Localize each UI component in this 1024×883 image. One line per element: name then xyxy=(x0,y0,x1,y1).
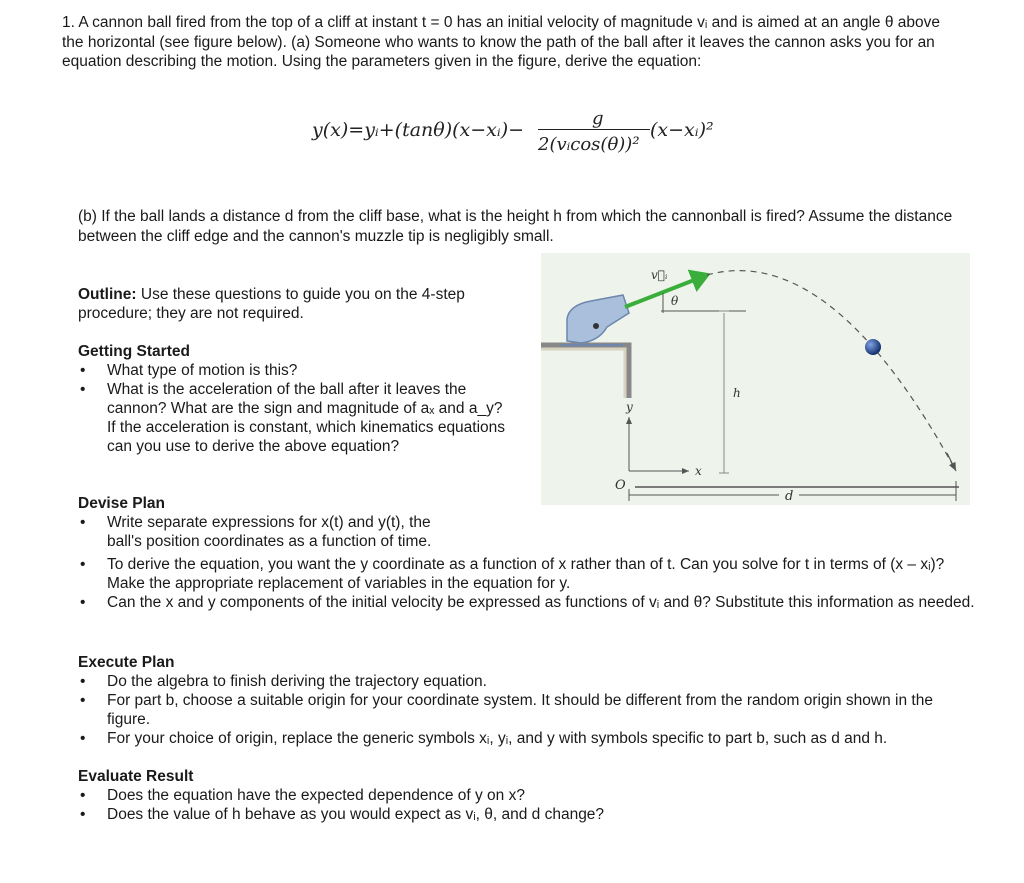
list-item: • To derive the equation, you want the y coordinate as a function of x rather than of t. Can you solve for t in terms of (x – xᵢ)? Make the appropriate replacement of variables in the equation for y. xyxy=(78,555,978,593)
outline-paragraph xyxy=(78,285,498,323)
getting-started-heading: Getting Started xyxy=(78,343,190,360)
execute-plan-list xyxy=(78,672,978,748)
getting-started-list xyxy=(78,361,508,456)
execute-plan-section xyxy=(78,653,978,748)
cannon-ball xyxy=(865,339,881,355)
getting-started-section xyxy=(78,342,508,456)
evaluate-result-section xyxy=(78,767,978,824)
devise-plan-heading: Devise Plan xyxy=(78,495,166,512)
list-item: • Do the algebra to finish deriving the trajectory equation. xyxy=(78,672,978,691)
trajectory-equation xyxy=(312,108,732,168)
trajectory-arrowhead xyxy=(947,453,956,471)
list-item: • For your choice of origin, replace the generic symbols xᵢ, yᵢ, and y with symbols specific to part b, such as d and h. xyxy=(78,729,978,748)
cannon xyxy=(561,295,629,345)
list-item: • Does the equation have the expected dependence of y on x? xyxy=(78,786,978,805)
projectile-diagram xyxy=(541,253,970,505)
velocity-label: v⃗ᵢ xyxy=(651,268,668,282)
list-item: • Does the value of h behave as you would expect as vᵢ, θ, and d change? xyxy=(78,805,978,824)
projectile-figure xyxy=(541,253,970,505)
height-label: h xyxy=(733,386,741,400)
angle-label: θ xyxy=(671,294,679,308)
part-b-text: (b) If the ball lands a distance d from the cliff base, what is the height h from which the cannonball is fired? Assume the distance between the cliff edge and the cannon's muzzle tip is negligibly small. xyxy=(78,208,953,245)
execute-plan-heading: Execute Plan xyxy=(78,654,175,671)
evaluate-result-heading: Evaluate Result xyxy=(78,768,194,785)
devise-plan-section xyxy=(78,494,978,612)
origin-label: O xyxy=(615,478,626,493)
equation-denominator: 2(vᵢcos(θ))² xyxy=(538,134,640,155)
equation-numerator: g xyxy=(592,108,604,129)
outline-text: Use these questions to guide you on the 4-step procedure; they are not required. xyxy=(78,286,465,322)
distance-label: d xyxy=(785,489,794,504)
problem-intro: 1. A cannon ball fired from the top of a cliff at instant t = 0 has an initial velocity of magnitude vᵢ and is aimed at an angle θ above the horizontal (see figure below). (a) Someone who wants to know the path of the ball after it leaves the cannon asks you for an equation describing the motion. Using the parameters given in the figure, derive the equation: xyxy=(62,14,941,70)
equation-lhs: y(x)=yᵢ+(tanθ)(x−xᵢ)− xyxy=(312,119,525,141)
y-axis-label: y xyxy=(626,400,633,414)
fraction-bar xyxy=(538,129,650,130)
trajectory-path xyxy=(707,271,956,471)
list-item: • Write separate expressions for x(t) and y(t), the ball's position coordinates as a function of time. xyxy=(78,513,467,551)
cliff-top-surface xyxy=(541,349,625,398)
list-item: • What type of motion is this? xyxy=(78,361,508,380)
devise-plan-list xyxy=(78,513,978,612)
outline-label: Outline: xyxy=(78,286,137,303)
list-item: • Can the x and y components of the initial velocity be expressed as functions of vᵢ and θ? Substitute this information as needed. xyxy=(78,593,978,612)
list-item: • What is the acceleration of the ball after it leaves the cannon? What are the sign and magnitude of aₓ and a_y? If the acceleration is constant, which kinematics equations can you use to derive the above equation? xyxy=(78,380,508,456)
cliff-edge xyxy=(541,345,629,398)
equation-tail: (x−xᵢ)² xyxy=(650,119,714,141)
list-item: • For part b, choose a suitable origin for your coordinate system. It should be different from the random origin shown in the figure. xyxy=(78,691,978,729)
evaluate-result-list xyxy=(78,786,978,824)
x-axis-label: x xyxy=(695,464,702,478)
